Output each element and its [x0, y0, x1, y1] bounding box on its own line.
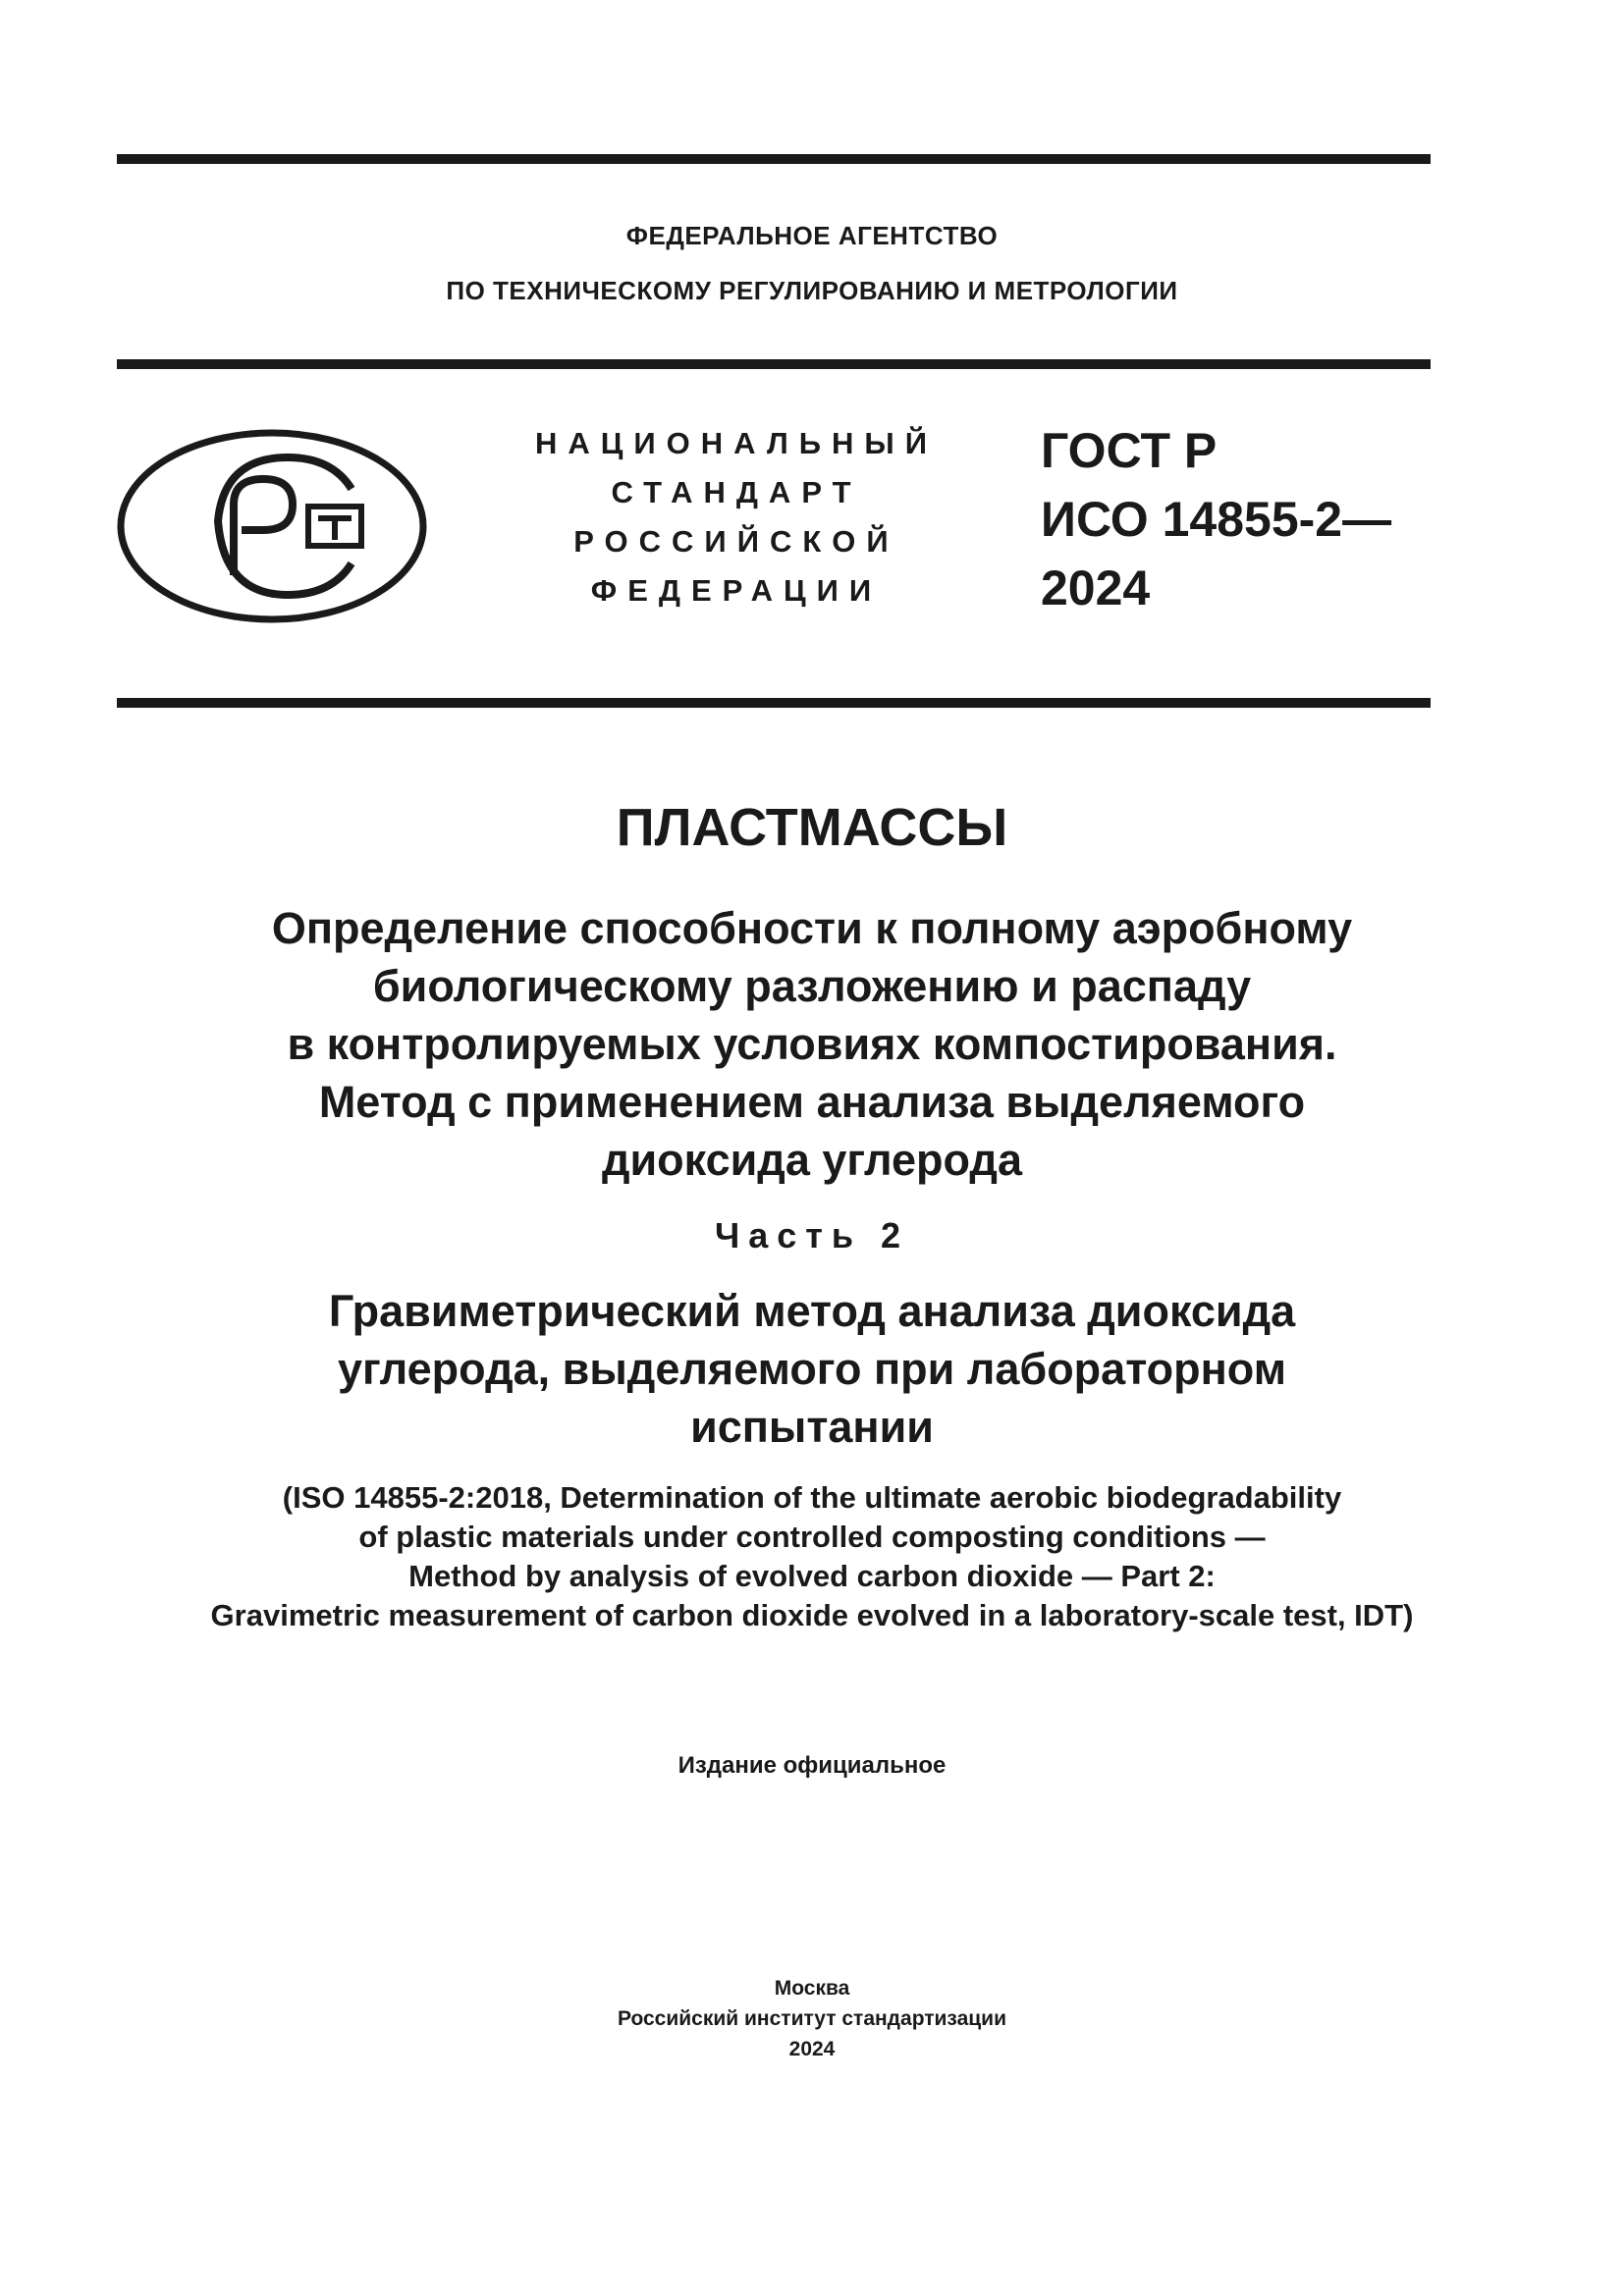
- publisher-city: Москва: [774, 1977, 850, 2000]
- subtitle-line-1: Определение способности к полному аэробному: [271, 903, 1353, 953]
- publisher-institute: Российский институт стандартизации: [617, 2007, 1007, 2030]
- document-subtitle: [0, 899, 1624, 1189]
- iso-reference: [0, 1478, 1624, 1635]
- subtitle-line-5: диоксида углерода: [601, 1135, 1023, 1185]
- agency-line-1: ФЕДЕРАЛЬНОЕ АГЕНТСТВО: [625, 221, 999, 250]
- subtitle-line-2: биологическому разложению и распаду: [372, 961, 1252, 1011]
- publisher-year: 2024: [788, 2038, 836, 2060]
- national-standard-line-3: РОССИЙСКОЙ: [573, 524, 899, 559]
- national-standard-line-1: НАЦИОНАЛЬНЫЙ: [534, 426, 939, 460]
- part-title-line-1: Гравиметрический метод анализа диоксида: [328, 1286, 1296, 1336]
- national-standard-label: [511, 419, 962, 615]
- subtitle-line-3: в контролируемых условиях компостирования.: [287, 1019, 1337, 1069]
- iso-line-3: Method by analysis of evolved carbon dioxide — Part 2:: [408, 1559, 1216, 1593]
- iso-line-1: (ISO 14855-2:2018, Determination of the ultimate aerobic biodegradability: [282, 1480, 1342, 1515]
- standard-number-line-1: ГОСТ Р: [1041, 423, 1218, 478]
- part-title-line-2: углерода, выделяемого при лабораторном: [338, 1344, 1286, 1394]
- document-title: ПЛАСТМАССЫ: [616, 798, 1008, 857]
- part-title-line-3: испытании: [690, 1402, 934, 1452]
- iso-line-2: of plastic materials under controlled composting conditions —: [358, 1520, 1266, 1554]
- standard-number: [1041, 416, 1391, 622]
- subtitle-line-4: Метод с применением анализа выделяемого: [318, 1077, 1306, 1127]
- rst-emblem-icon: [116, 428, 428, 624]
- edition-label: Издание официальное: [677, 1752, 947, 1779]
- standard-number-line-2: ИСО 14855-2—: [1041, 492, 1392, 547]
- publisher-block: [0, 1973, 1624, 2064]
- part-label: Часть 2: [714, 1215, 910, 1255]
- national-standard-line-2: СТАНДАРТ: [611, 475, 862, 509]
- national-standard-line-4: ФЕДЕРАЦИИ: [590, 573, 883, 608]
- title-rule: [117, 698, 1431, 708]
- header-rule: [117, 359, 1431, 369]
- standard-number-line-3: 2024: [1041, 561, 1151, 615]
- part-title: [0, 1282, 1624, 1456]
- agency-line-2: ПО ТЕХНИЧЕСКОМУ РЕГУЛИРОВАНИЮ И МЕТРОЛОГИИ: [446, 276, 1178, 305]
- top-rule: [117, 154, 1431, 164]
- iso-line-4: Gravimetric measurement of carbon dioxide evolved in a laboratory-scale test, IDT): [210, 1598, 1414, 1632]
